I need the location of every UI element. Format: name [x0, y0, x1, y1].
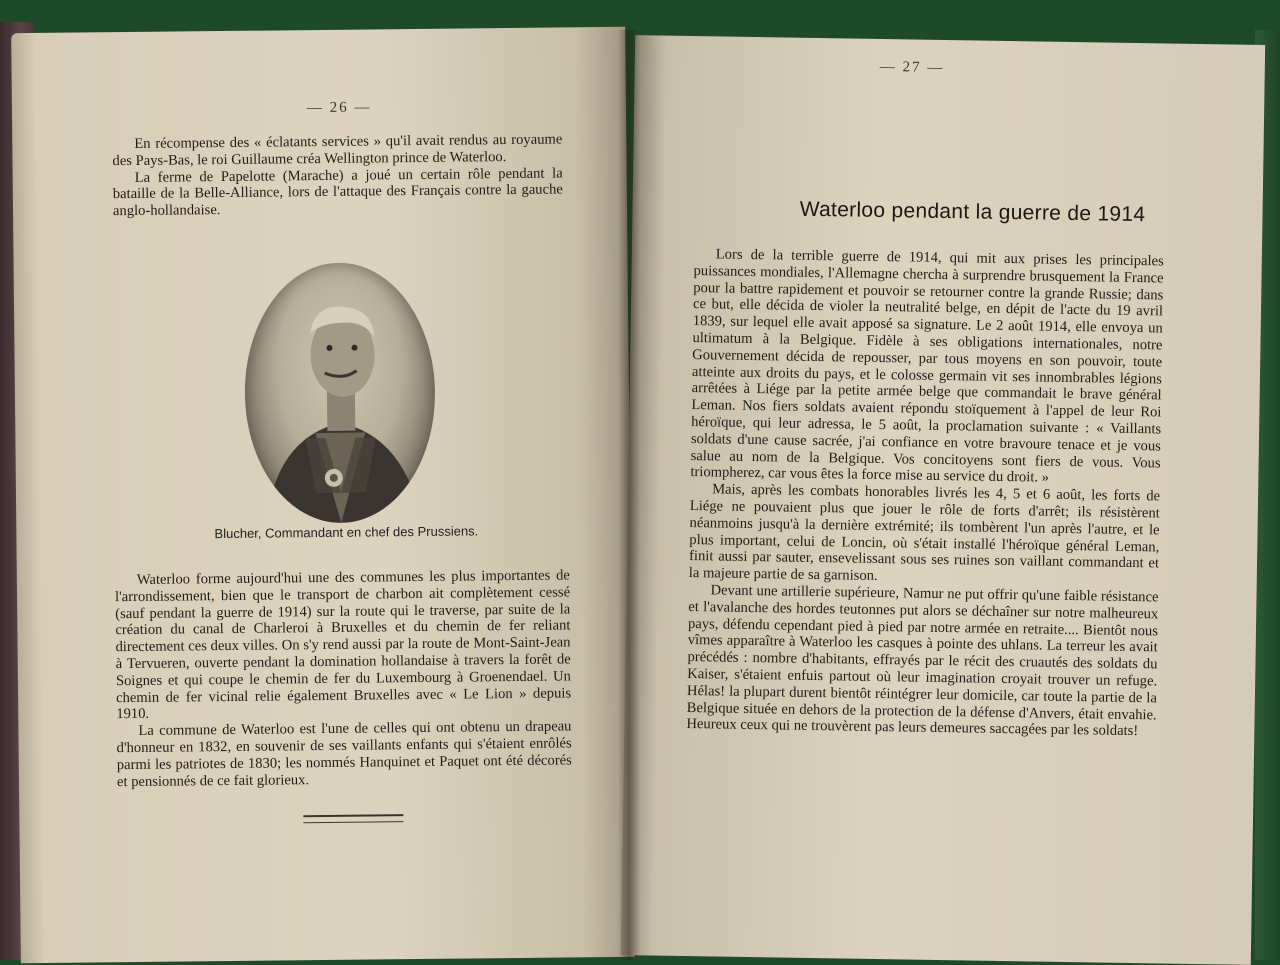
paragraph: Waterloo forme aujourd'hui une des communes les plus importantes de l'arrondissement, bien que le transport de charbon ait complètement cessé (sauf pendant la guerre de 1914) sur la route qui le traverse, par suite de la création du canal de Charleroi à Bruxelles et du chemin de fer reliant directement ces deux villes. On s'y rend aussi par la route de Mont-Saint-Jean à Tervueren, ouverte pendant la domination hollandaise à travers la forêt de Soignes et qui coupe le chemin de fer du Luxembourg à Groenendael. Un chemin de fer vicinal relie également Bruxelles avec « Le Lion » depuis 1910.: [114, 567, 572, 723]
left-page: [11, 27, 635, 963]
page-number: — 26 —: [306, 99, 372, 117]
paragraph: La commune de Waterloo est l'une de celles qui ont obtenu un drapeau d'honneur en 1832, en souvenir de ses vaillants enfants qui s'étaient enrôlés parmi les patriotes de 1830; les nommés Hanquinet et Paquet ont été décorés et pensionnés de ce fait glorieux.: [116, 718, 572, 790]
chapter-text-block: [686, 246, 1164, 740]
portrait-engraving: [244, 262, 437, 524]
top-text-block: [112, 131, 563, 220]
chapter-heading: Waterloo pendant la guerre de 1914: [799, 197, 1146, 227]
right-page: [621, 35, 1265, 965]
bottom-text-block: [115, 567, 572, 790]
paragraph: En récompense des « éclatants services » qu'il avait rendus au royaume des Pays-Bas, le roi Guillaume créa Wellington prince de Waterloo.: [112, 131, 563, 169]
book-gutter-shadow: [618, 30, 640, 960]
paragraph: Devant une artillerie supérieure, Namur ne put offrir qu'une faible résistance et l'avalanche des hordes teutonnes put alors se déchaîner sur notre malheureux pays, défendu cependant pied à pied par notre armée en retraite.... Bientôt nous vîmes apparaître à Waterloo les casques à pointe des uhlans. La terreur les avait précédés : nombre d'habitants, effrayés par le récit des cruautés des soldats du Kaiser, s'étaient enfuis partout où leur imagination croyait trouver un refuge. Hélas! la plupart durent bientôt réintégrer leur domicile, car toute la partie de la Belgique située en dehors de la protection de la défense d'Anvers, était envahie. Heureux ceux qui ne trouvèrent pas leurs demeures saccagées par les soldats!: [686, 582, 1159, 740]
paragraph: Lors de la terrible guerre de 1914, qui mit aux prises les principales puissances mondiales, l'Allemagne chercha à surprendre brusquement la France pour la battre rapidement et pouvoir se retourner contre la grande Russie; dans ce but, elle décida de violer la neutralité belge, en dépit de l'acte du 19 avril 1839, sur lequel elle avait apposé sa signature. Le 2 août 1914, elle envoya un ultimatum à la Belgique. Fidèle à ses obligations internationales, notre Gouvernement décida de repousser, par tous moyens en son pouvoir, toute atteinte aux droits du pays, et le colosse germain vit ses innombrables légions arrêtées à Liége par la petite armée belge que commandait le brave général Leman. Nos fiers soldats avaient répondu stoïquement à l'appel de leur Roi héroïque, qui leur adressa, le 5 août, la proclamation suivante : « Vaillants soldats d'une cause sacrée, j'ai confiance en votre bravoure tenace et je vous salue au nom de la Belgique. Vos concitoyens sont fiers de vous. Vous triompherez, car vous êtes la force mise au service du droit. »: [690, 246, 1164, 487]
paragraph: La ferme de Papelotte (Marache) a joué un certain rôle pendant la bataille de la Belle-Alliance, lors de l'attaque des Français contre la gauche anglo-hollandaise.: [112, 165, 563, 220]
portrait-caption: Blucher, Commandant en chef des Prussiens.: [214, 523, 479, 542]
page-number: — 27 —: [879, 58, 945, 76]
paragraph: Mais, après les combats honorables livrés les 4, 5 et 6 août, les forts de Liége ne pouvaient plus que jouer le rôle de forts d'arrêt; ils résistèrent néanmoins jusqu'à la dernière extrémité; ils tombèrent l'un après l'autre, et le plus important, celui de Loncin, où s'était installé l'héroïque général Leman, finit aussi par sauter, ensevelissant sous ses ruines son vaillant commandant et la majeure partie de sa garnison.: [688, 481, 1161, 585]
section-divider-rule: [303, 814, 403, 823]
